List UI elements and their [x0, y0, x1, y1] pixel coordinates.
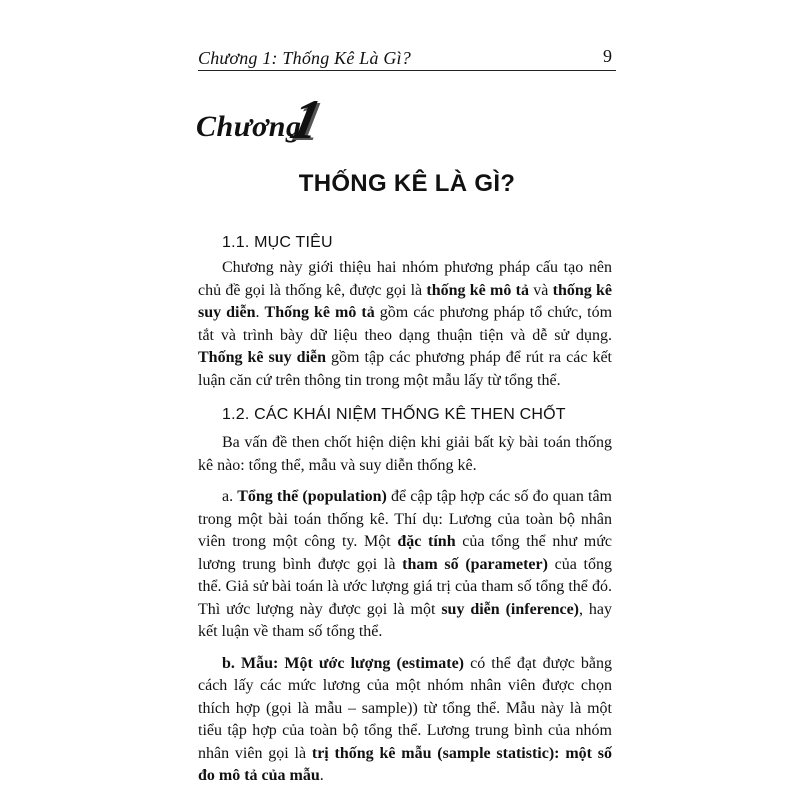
- text-run: .: [255, 304, 265, 321]
- term-sample-statistic: trị thống kê mẫu (sample statistic): một số đo mô tả của mẫu: [198, 744, 613, 784]
- paragraph-population: [198, 486, 612, 644]
- text-run: gồm tập các phương pháp để rút ra các kết luận căn cứ trên thông tin trong một mẫu lấy từ tổng thể.: [198, 349, 613, 389]
- text-run: gồm các phương pháp tổ chức, tóm tắt và trình bày dữ liệu theo dạng thuận tiện và dễ sử dụng.: [198, 304, 613, 344]
- text-run: để cập tập hợp các số đo quan tâm trong một bài toán thống kê. Thí dụ: Lương của toàn bộ nhân viên trong một công ty. Một: [198, 488, 612, 550]
- text-run: và: [528, 281, 553, 299]
- paragraph-gap: [198, 644, 612, 653]
- term-inference: suy diễn (inference): [441, 600, 580, 618]
- paragraph-key-issues: Ba vấn đề then chốt hiện diện khi giải bất kỳ bài toán thống kê nào: tổng thể, mẫu và suy diễn thống kê.: [198, 434, 612, 474]
- section-heading-key-concepts: 1.2. CÁC KHÁI NIỆM THỐNG KÊ THEN CHỐT: [222, 406, 566, 423]
- paragraph-sample: [198, 653, 612, 788]
- term-population: Tổng thể (population): [237, 488, 387, 505]
- term-descriptive-statistics: thống kê mô tả: [426, 281, 529, 299]
- running-header: [198, 44, 616, 71]
- term-inferential-statistics: Thống kê suy diễn: [198, 349, 327, 366]
- text-run: .: [319, 767, 324, 784]
- term-characteristic: đặc tính: [397, 533, 456, 550]
- text-run: , hay kết luận về tham số tổng thể.: [198, 600, 613, 640]
- text-run: của tổng thể như mức lương trung bình được gọi là: [198, 533, 612, 573]
- paragraph-intro: [198, 257, 612, 392]
- chapter-number: 1: [285, 89, 327, 151]
- term-parameter: tham số (parameter): [402, 555, 548, 573]
- section-objectives-body: [198, 257, 612, 392]
- term-descriptive-statistics: Thống kê mô tả: [264, 304, 375, 321]
- text-run: của tổng thể. Giả sử bài toán là ước lượng giá trị của tham số tổng thể đó. Thì ước lượng này được gọi là một: [198, 555, 612, 618]
- running-header-title: Chương 1: Thống Kê Là Gì?: [198, 48, 411, 68]
- term-inferential-statistics: thống kê suy diễn: [198, 281, 613, 321]
- term-sample-estimate: b. Mẫu: Một ước lượng (estimate): [222, 654, 464, 672]
- text-run: a.: [222, 488, 238, 505]
- section-heading-objectives: 1.1. MỤC TIÊU: [222, 234, 333, 251]
- text-run: có thể đạt được bằng cách lấy các mức lương của một nhóm nhân viên được chọn thích hợp (gọi là mẫu – sample)) từ tổng thể. Mẫu này là một tiểu tập hợp của toàn bộ tổng thể. Lương trung bình của nhóm nhân viên gọi là: [198, 654, 612, 762]
- page-number: 9: [603, 46, 612, 66]
- chapter-title: THỐNG KÊ LÀ GÌ?: [298, 170, 516, 197]
- section-key-concepts-body: [198, 432, 612, 788]
- chapter-label: Chương: [196, 110, 302, 143]
- text-run: Chương này giới thiệu hai nhóm phương pháp cấu tạo nên chủ đề gọi là thống kê, được gọi là: [198, 259, 612, 299]
- paragraph-gap: [198, 477, 612, 486]
